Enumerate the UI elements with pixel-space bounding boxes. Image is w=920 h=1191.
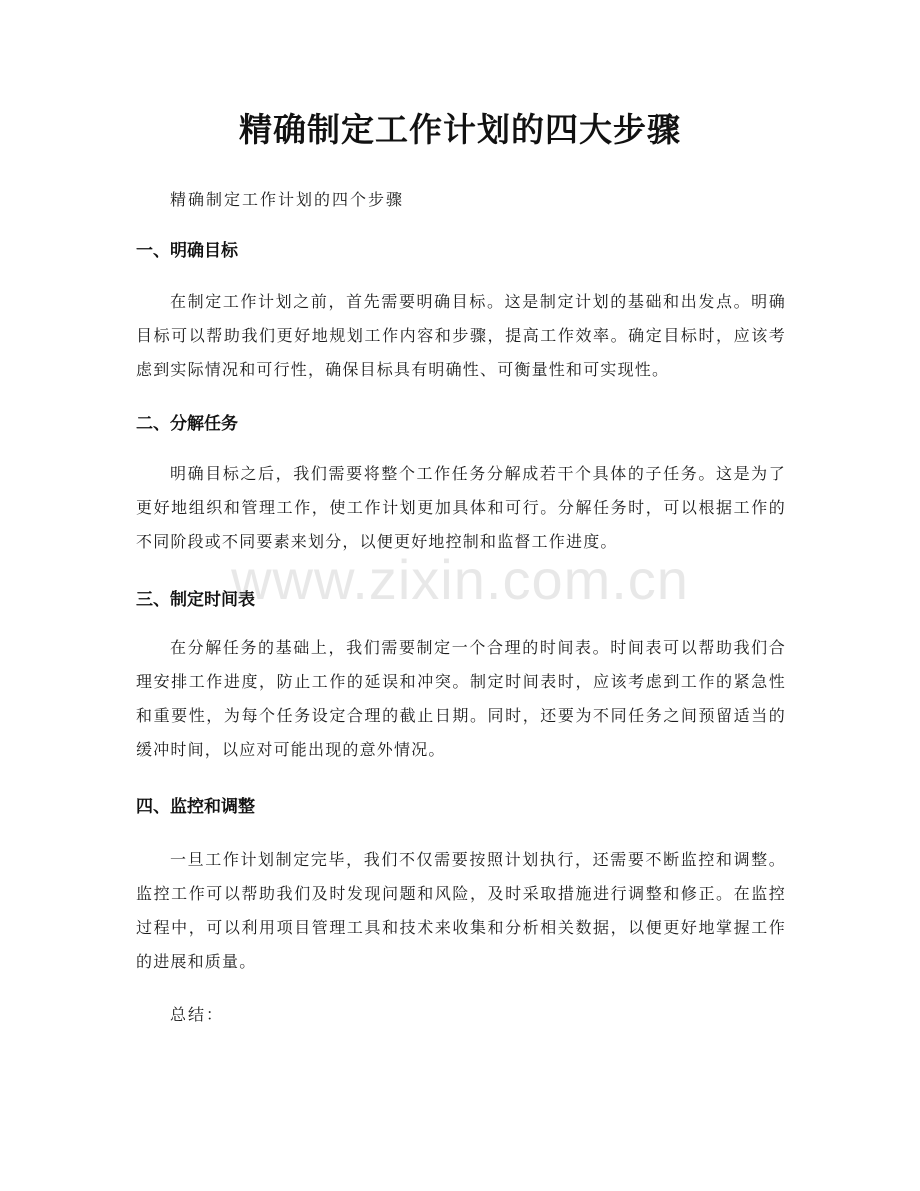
summary-label: 总结： (170, 1005, 225, 1024)
section-body-4: 一旦工作计划制定完毕，我们不仅需要按照计划执行，还需要不断监控和调整。监控工作可以帮助我们及时发现问题和风险，及时采取措施进行调整和修正。在监控过程中，可以利用项目管理工具和技术来收集和分析相关数据，以便更好地掌握工作的进展和质量。 (136, 850, 786, 971)
section-body-3: 在分解任务的基础上，我们需要制定一个合理的时间表。时间表可以帮助我们合理安排工作进度，防止工作的延误和冲突。制定时间表时，应该考虑到工作的紧急性和重要性，为每个任务设定合理的截止日期。同时，还要为不同任务之间预留适当的缓冲时间，以应对可能出现的意外情况。 (136, 638, 786, 759)
section-heading-2: 二、分解任务 (136, 414, 238, 434)
document-title: 精确制定工作计划的四大步骤 (239, 110, 681, 149)
section-heading-1: 一、明确目标 (136, 241, 238, 261)
watermark-text: www.zixin.com.cn (231, 548, 689, 611)
intro-line: 精确制定工作计划的四个步骤 (170, 190, 405, 209)
section-body-2: 明确目标之后，我们需要将整个工作任务分解成若干个具体的子任务。这是为了更好地组织和管理工作，使工作计划更加具体和可行。分解任务时，可以根据工作的不同阶段或不同要素来划分，以便更好地控制和监督工作进度。 (136, 464, 786, 551)
section-body-1: 在制定工作计划之前，首先需要明确目标。这是制定计划的基础和出发点。明确目标可以帮助我们更好地规划工作内容和步骤，提高工作效率。确定目标时，应该考虑到实际情况和可行性，确保目标具有明确性、可衡量性和可实现性。 (136, 292, 786, 379)
section-heading-3: 三、制定时间表 (136, 590, 255, 610)
section-heading-4: 四、监控和调整 (136, 797, 255, 817)
